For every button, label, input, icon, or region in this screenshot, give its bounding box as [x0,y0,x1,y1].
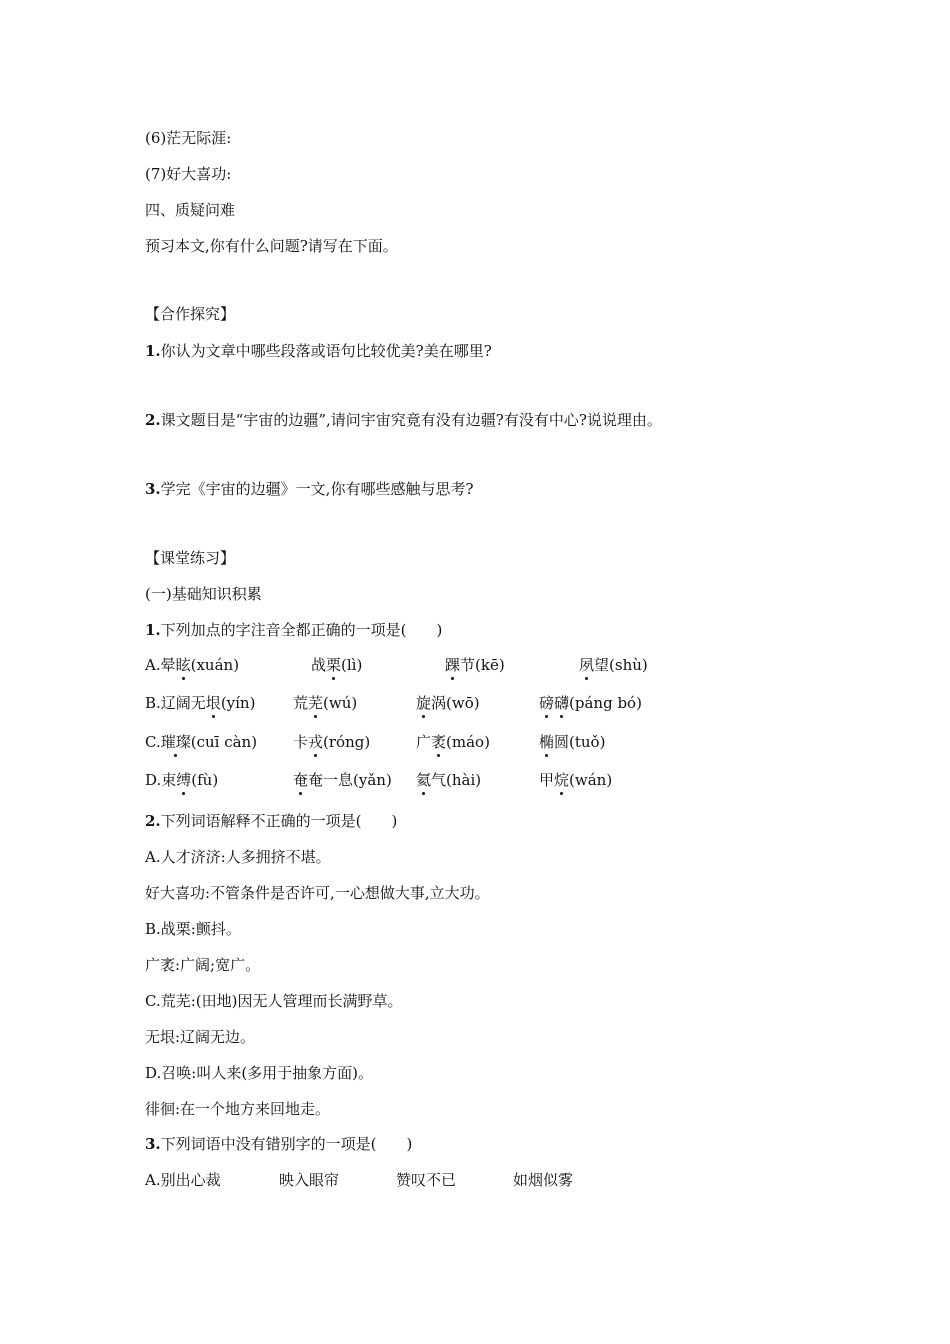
section-heading-4: 四、质疑问难 [145,201,236,219]
question-number: 1. [145,342,161,360]
question-number: 2. [145,812,161,830]
q2-line: 徘徊:在一个地方来回地走。 [145,1100,331,1118]
q1-option-d-2: 奄奄一息(yǎn) [293,771,392,789]
explore-question-3 [145,479,473,499]
q1-option-b-2: 荒芜(wú) [293,694,358,712]
preview-item-7: (7)好大喜功: [145,165,232,183]
q1-option-c-3: 广袤(máo) [416,733,490,751]
q1-option-d-3: 氦气(hài) [416,771,482,789]
explore-question-1 [145,341,492,361]
q2-line: 无垠:辽阔无边。 [145,1028,256,1046]
q1-option-c-1: C.璀璨(cuī càn) [145,733,258,751]
q2-line: 好大喜功:不管条件是否许可,一心想做大事,立大功。 [145,884,490,902]
q3-option-a-4: 如烟似雾 [513,1171,574,1189]
practice-subheading: (一)基础知识积累 [145,585,262,603]
q1-option-a-3: 踝节(kē) [445,656,505,674]
question-number: 1. [145,621,161,639]
practice-question-2 [145,811,397,831]
question-number: 2. [145,411,161,429]
explore-heading: 【合作探究】 [145,305,236,323]
q2-line: C.荒芜:(田地)因无人管理而长满野草。 [145,992,403,1010]
practice-heading: 【课堂练习】 [145,549,236,567]
question-text: 课文题目是“宇宙的边疆”,请问宇宙究竟有没有边疆?有没有中心?说说理由。 [160,411,662,429]
question-text: 学完《宇宙的边疆》一文,你有哪些感触与思考? [160,480,474,498]
practice-question-1 [145,620,442,640]
question-text: 下列词语中没有错别字的一项是( ) [160,1135,413,1153]
q1-option-b-4: 磅礴(páng bó) [539,694,642,712]
q2-line: A.人才济济:人多拥挤不堪。 [145,848,331,866]
question-text: 下列加点的字注音全都正确的一项是( ) [160,621,443,639]
q2-line: B.战栗:颤抖。 [145,920,241,938]
question-number: 3. [145,1135,161,1153]
q3-option-a-2: 映入眼帘 [279,1171,340,1189]
q3-option-a-1: A.别出心裁 [145,1171,221,1189]
q1-option-a-4: 夙望(shù) [579,656,648,674]
q1-option-d-1: D.束缚(fù) [145,771,219,789]
question-text: 下列词语解释不正确的一项是( ) [160,812,398,830]
question-text: 你认为文章中哪些段落或语句比较优美?美在哪里? [160,342,492,360]
practice-question-3 [145,1134,412,1154]
q1-option-a-2: 战栗(lì) [311,656,363,674]
q1-option-d-4: 甲烷(wán) [539,771,613,789]
explore-question-2 [145,410,662,430]
q1-option-c-4: 椭圆(tuǒ) [539,733,606,751]
section-4-prompt: 预习本文,你有什么问题?请写在下面。 [145,237,398,255]
q2-line: D.召唤:叫人来(多用于抽象方面)。 [145,1064,374,1082]
q1-option-b-3: 旋涡(wō) [416,694,480,712]
preview-item-6: (6)茫无际涯: [145,129,232,147]
question-number: 3. [145,480,161,498]
q1-option-c-2: 卡戎(róng) [293,733,371,751]
q1-option-b-1: B.辽阔无垠(yín) [145,694,256,712]
q3-option-a-3: 赞叹不已 [396,1171,457,1189]
q1-option-a-1: A.晕眩(xuán) [145,656,240,674]
q2-line: 广袤:广阔;宽广。 [145,956,261,974]
